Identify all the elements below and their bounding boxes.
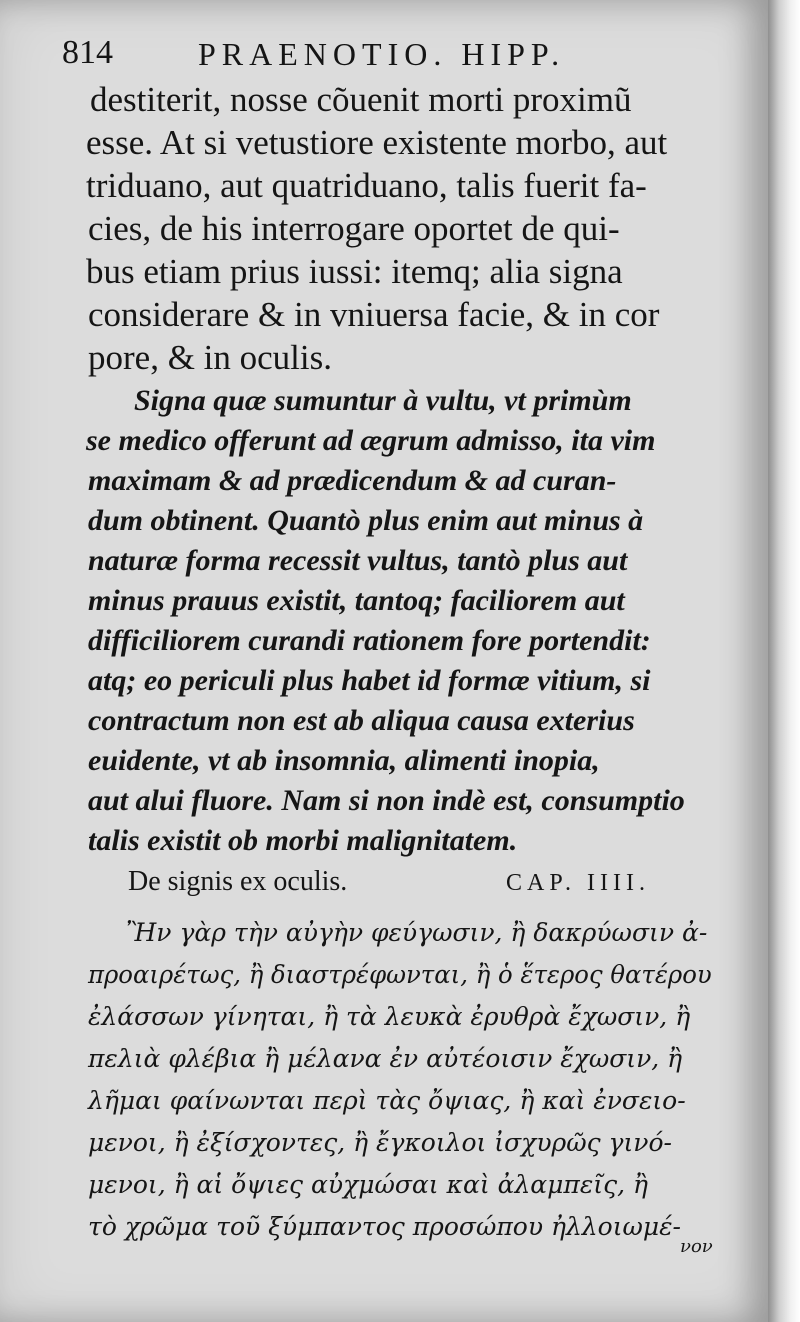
text-line: naturæ forma recessit vultus, tantò plus aut — [88, 544, 628, 577]
text-line: euidente, vt ab insomnia, alimenti inopia, — [88, 744, 600, 777]
chapter-label: CAP. IIII. — [506, 870, 650, 896]
text-line: προαιρέτως, ἢ διαστρέφωνται, ἢ ὁ ἕτερος θατέρου — [88, 960, 712, 989]
text-line: μενοι, ἢ αἱ ὄψιες αὐχμώσαι καὶ ἀλαμπεῖς, ἢ — [88, 1170, 648, 1199]
text-line: difficiliorem curandi rationem fore portendit: — [88, 624, 651, 657]
text-line: Signa quæ sumuntur à vultu, vt primùm — [134, 384, 632, 417]
text-line: atq; eo periculi plus habet id formæ vitium, si — [88, 664, 651, 697]
page-number: 814 — [62, 34, 113, 71]
running-header: PRAENOTIO. HIPP. — [198, 36, 566, 72]
text-line: triduano, aut quatriduano, talis fuerit fa- — [86, 166, 647, 205]
text-line: μενοι, ἢ ἐξίσχοντες, ἢ ἔγκοιλοι ἰσχυρῶς γινό- — [88, 1128, 672, 1157]
text-line: maximam & ad prædicendum & ad curan- — [88, 464, 617, 497]
text-line: bus etiam prius iussi: itemq; alia signa — [86, 252, 623, 291]
text-line: minus prauus existit, tantoq; faciliorem aut — [88, 584, 625, 617]
text-line: considerare & in vniuersa facie, & in cor — [88, 295, 660, 334]
text-line: dum obtinent. Quantò plus enim aut minus à — [88, 504, 644, 537]
page-edge — [768, 0, 800, 1322]
catchword: νον — [680, 1236, 713, 1257]
text-line: τὸ χρῶμα τοῦ ξύμπαντος προσώπου ἠλλοιωμέ- — [88, 1212, 681, 1241]
chapter-title: De signis ex oculis. — [128, 866, 348, 897]
text-line: λῆμαι φαίνωνται περὶ τὰς ὄψιας, ἢ καὶ ἐνσειο- — [88, 1086, 686, 1115]
text-line: esse. At si vetustiore existente morbo, aut — [86, 123, 668, 162]
text-line: destiterit, nosse cõuenit morti proximũ — [90, 80, 632, 119]
text-line: pore, & in oculis. — [88, 338, 332, 377]
text-line: Ἢν γὰρ τὴν αὐγὴν φεύγωσιν, ἢ δακρύωσιν ἀ- — [126, 918, 708, 947]
text-line: cies, de his interrogare oportet de qui- — [88, 209, 620, 248]
text-line: talis existit ob morbi malignitatem. — [88, 824, 518, 857]
text-line: ἐλάσσων γίνηται, ἢ τὰ λευκὰ ἐρυθρὰ ἔχωσιν, ἢ — [88, 1002, 691, 1031]
text-line: contractum non est ab aliqua causa exterius — [88, 704, 635, 737]
text-line: aut alui fluore. Nam si non indè est, consumptio — [88, 784, 685, 817]
text-line: se medico offerunt ad ægrum admisso, ita vim — [86, 424, 656, 457]
text-line: πελιὰ φλέβια ἢ μέλανα ἐν αὐτέοισιν ἔχωσιν, ἢ — [88, 1044, 683, 1073]
